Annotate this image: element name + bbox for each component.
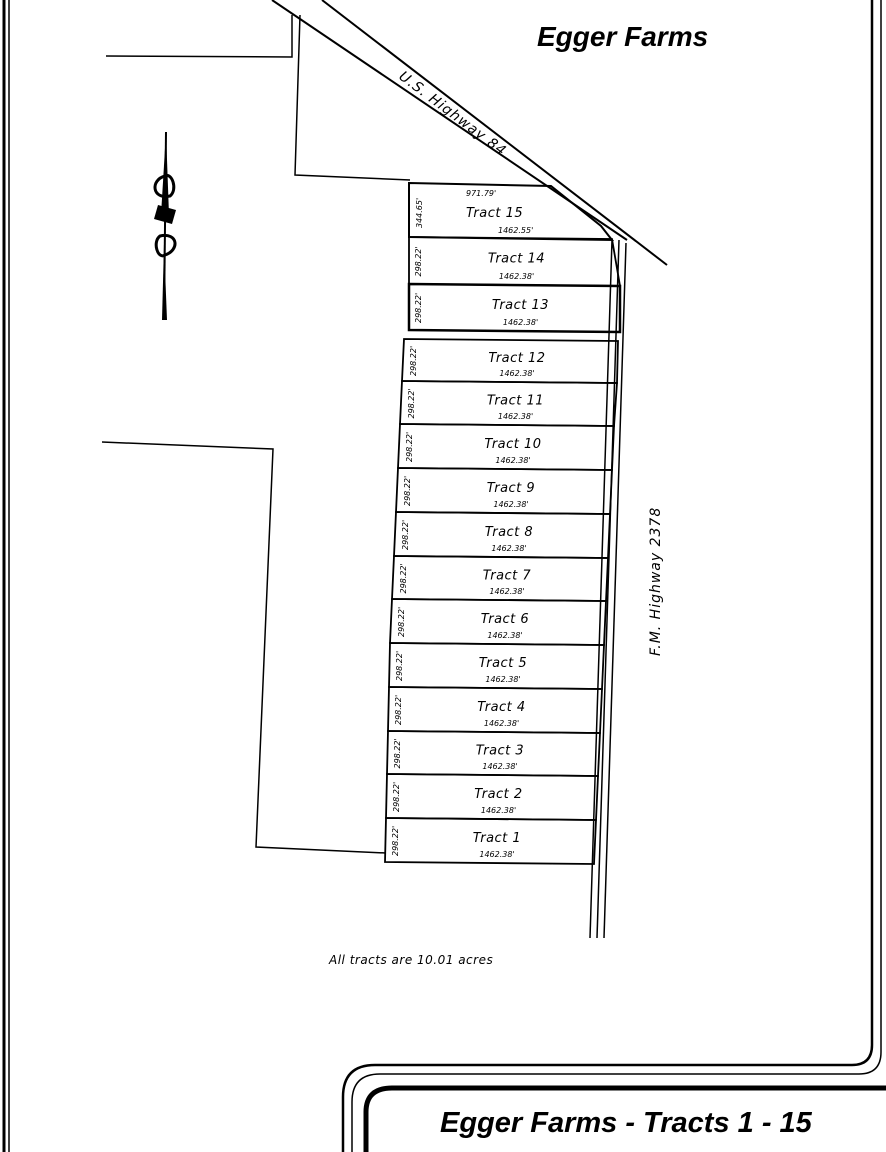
us-highway-84-label: U.S. Highway 84	[395, 68, 510, 160]
tract-side-dimension: 298.22'	[405, 431, 414, 462]
tract-label: Tract 4	[477, 700, 526, 715]
tract-10	[398, 424, 614, 470]
adjacent-parcels	[102, 15, 410, 853]
tract-15-top-dim: 971.79'	[466, 189, 497, 198]
tract-9	[396, 468, 612, 514]
tract-6	[390, 599, 606, 645]
page-title: Egger Farms	[537, 21, 709, 52]
tract-bottom-dimension: 1462.38'	[493, 500, 529, 509]
tract-side-dimension: 298.22'	[403, 475, 412, 506]
tract-label: Tract 12	[488, 351, 546, 366]
tract-bottom-dimension: 1462.38'	[480, 806, 517, 815]
tract-label: Tract 9	[486, 481, 536, 496]
tract-bottom-dimension: 1462.38'	[485, 675, 521, 684]
tract-label: Tract 2	[474, 787, 523, 802]
tract-label: Tract 1	[472, 831, 522, 846]
tract-label: Tract 14	[487, 251, 546, 267]
tract-label: Tract 3	[475, 743, 525, 759]
tract-4	[388, 687, 602, 733]
tract-label: Tract 11	[486, 393, 545, 409]
acreage-note: All tracts are 10.01 acres	[329, 953, 494, 967]
tract-bottom-dimension: 1462.38'	[491, 544, 527, 553]
tract-bottom-dimension: 1462.38'	[498, 272, 535, 281]
tract-side-dimension: 298.22'	[392, 781, 401, 812]
tract-bottom-dimension: 1462.38'	[497, 412, 534, 421]
tract-side-dimension: 298.22'	[394, 694, 403, 725]
tract-side-dimension: 298.22'	[393, 738, 402, 769]
tract-15	[409, 183, 612, 240]
tract-15-side-dim: 344.65'	[415, 197, 424, 228]
tract-bottom-dimension: 1462.38'	[502, 318, 539, 327]
tract-3	[387, 731, 600, 776]
tract-label: Tract 6	[480, 612, 530, 627]
tract-8	[394, 512, 610, 558]
page-border	[4, 0, 881, 1152]
fm-highway-2378-label: F.M. Highway 2378	[648, 506, 664, 656]
tract-bottom-dimension: 1462.38'	[483, 719, 520, 728]
tract-1	[385, 818, 596, 864]
north-arrow-icon	[154, 132, 176, 320]
tract-2	[386, 774, 598, 820]
tract-label: Tract 8	[484, 525, 534, 540]
fm-highway-2378	[590, 240, 664, 938]
tract-15-bottom-dim: 1462.55'	[498, 226, 534, 235]
tract-bottom-dimension: 1462.38'	[479, 850, 515, 859]
tract-5	[389, 643, 604, 689]
tract-bottom-dimension: 1462.38'	[495, 456, 531, 465]
tract-label: Tract 13	[491, 298, 550, 313]
tract-side-dimension: 298.22'	[395, 650, 404, 681]
tract-15-label: Tract 15	[466, 206, 524, 221]
tract-side-dimension: 298.22'	[399, 563, 408, 594]
tract-bottom-dimension: 1462.38'	[489, 587, 525, 596]
tract-7	[392, 556, 608, 601]
tract-bottom-dimension: 1462.38'	[487, 631, 523, 640]
tract-label: Tract 10	[484, 437, 542, 452]
tract-label: Tract 7	[482, 568, 532, 584]
tract-bottom-dimension: 1462.38'	[499, 369, 535, 378]
tract-14	[409, 237, 620, 286]
title-block	[366, 1088, 886, 1152]
tract-list	[385, 237, 620, 864]
tract-12	[402, 339, 618, 383]
tract-11	[400, 381, 617, 426]
tract-13	[409, 284, 620, 332]
tract-side-dimension: 298.22'	[391, 825, 400, 856]
tract-side-dimension: 298.22'	[409, 345, 418, 376]
footer-title: Egger Farms - Tracts 1 - 15	[440, 1107, 812, 1139]
tract-side-dimension: 298.22'	[414, 246, 423, 277]
tract-side-dimension: 298.22'	[397, 606, 406, 637]
tract-side-dimension: 298.22'	[407, 388, 416, 419]
tract-label: Tract 5	[478, 656, 528, 671]
tract-side-dimension: 298.22'	[414, 292, 423, 323]
tract-bottom-dimension: 1462.38'	[482, 762, 518, 771]
tract-side-dimension: 298.22'	[401, 519, 410, 550]
